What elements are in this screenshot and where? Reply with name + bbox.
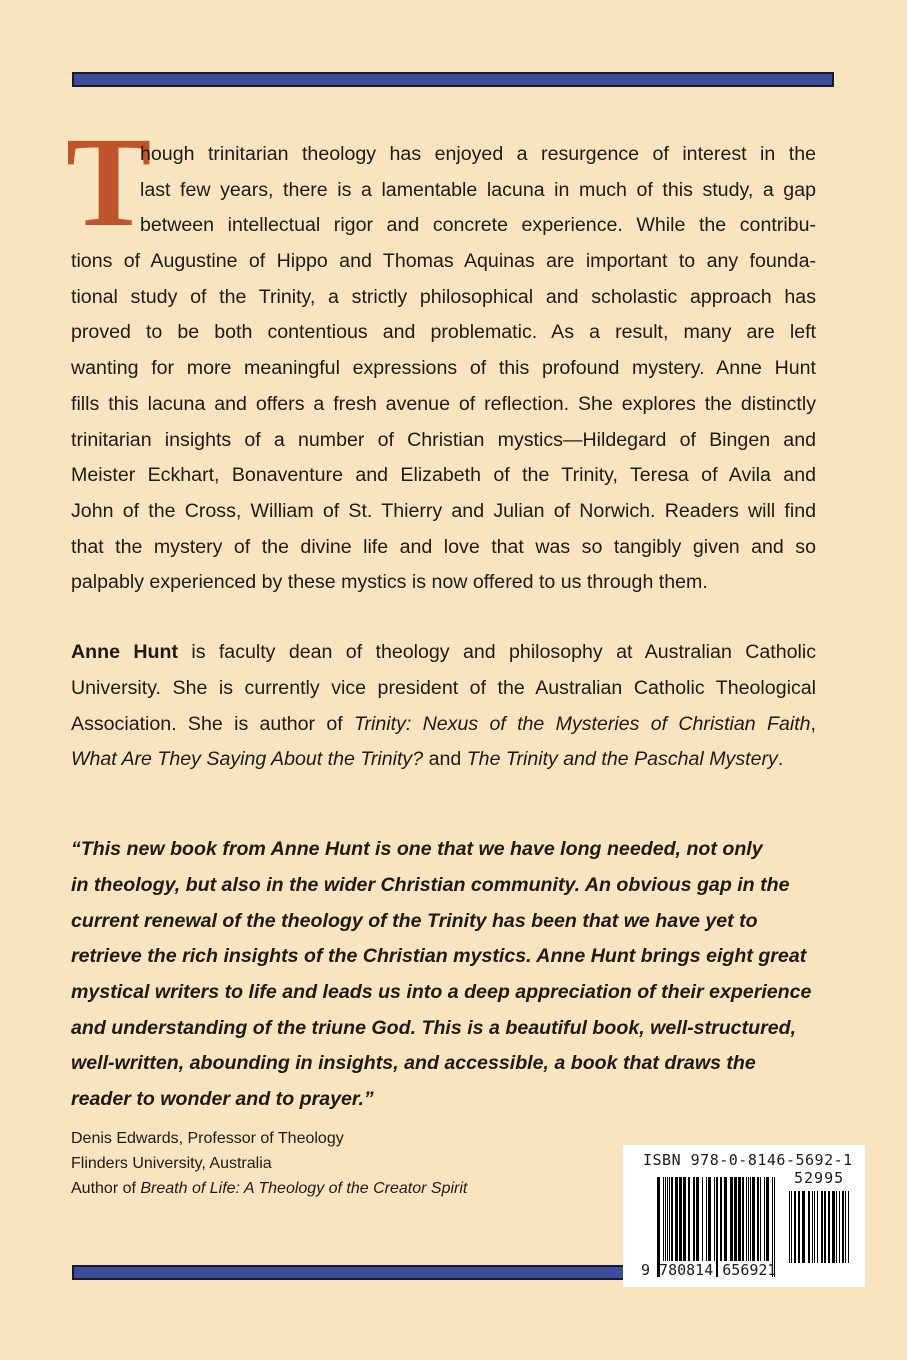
barcode-bar (821, 1191, 823, 1263)
isbn-barcode (623, 1145, 865, 1287)
bio-text: , (810, 713, 816, 735)
quote-line: retrieve the rich insights of the Christian mystics. Anne Hunt brings eight great (71, 945, 807, 967)
barcode-bar (714, 1177, 715, 1261)
barcode-bar (708, 1177, 711, 1261)
barcode-bar (794, 1191, 796, 1263)
barcode-bar (824, 1191, 826, 1263)
author-name: Anne Hunt (71, 641, 178, 663)
drop-cap: T (66, 111, 152, 253)
barcode-bar (696, 1177, 699, 1261)
barcode-bar (757, 1177, 759, 1261)
barcode-bar (848, 1191, 849, 1263)
ean-digits: 9 780814 656921 (641, 1261, 777, 1279)
book-title: Breath of Life: A Theology of the Creator Spirit (140, 1180, 468, 1197)
price-barcode-bars (789, 1191, 851, 1263)
barcode-bar (748, 1177, 749, 1261)
top-decorative-rule (72, 72, 834, 87)
description-line: palpably experienced by these mystics is now offered to us through them. (71, 571, 708, 593)
barcode-bar (791, 1191, 792, 1263)
barcode-bar (746, 1177, 747, 1261)
book-title: What Are They Saying About the Trinity? (71, 748, 424, 770)
attribution-text: Author of (71, 1180, 141, 1197)
barcode-bar (669, 1177, 670, 1261)
barcode-bar (663, 1177, 664, 1261)
quote-line: well-written, abounding in insights, and accessible, a book that draws the (71, 1052, 756, 1074)
description-line: last few years, there is a lamentable lacuna in much of this study, a gap (140, 179, 816, 201)
barcode-bar (817, 1191, 818, 1263)
barcode-bar (720, 1177, 722, 1261)
barcode-bar (667, 1177, 668, 1261)
quote-line: mystical writers to life and leads us into a deep appreciation of their experience (71, 981, 812, 1003)
barcode-bar (734, 1177, 737, 1261)
barcode-bar (760, 1177, 761, 1261)
book-title: Trinity: Nexus of the Mysteries of Christian Faith (354, 713, 811, 735)
description-line: fills this lacuna and offers a fresh avenue of reflection. She explores the distinctly (71, 393, 816, 415)
barcode-bar (675, 1177, 678, 1261)
barcode-bar (814, 1191, 815, 1263)
barcode-bar (706, 1177, 707, 1261)
description-line: proved to be both contentious and problematic. As a result, many are left (71, 321, 816, 343)
barcode-bar (730, 1177, 733, 1261)
quote-line: current renewal of the theology of the Trinity has been that we have yet to (71, 910, 758, 932)
barcode-bar (836, 1191, 837, 1263)
barcode-bar (789, 1191, 790, 1263)
quote-line: reader to wonder and to prayer.” (71, 1088, 374, 1110)
quote-line: “This new book from Anne Hunt is one that we have long needed, not only (71, 838, 763, 860)
description-line: tions of Augustine of Hippo and Thomas Aquinas are important to any founda- (71, 250, 816, 272)
barcode-bar (665, 1177, 666, 1261)
barcode-bar (828, 1191, 830, 1263)
bio-text: . (777, 748, 784, 770)
bio-text: is faculty dean of theology and philosophy at Australian Catholic (177, 641, 816, 663)
barcode-bar (764, 1177, 765, 1261)
barcode-bar (808, 1191, 810, 1263)
description-line: that the mystery of the divine life and love that was so tangibly given and so (71, 536, 816, 558)
barcode-bar (724, 1177, 727, 1261)
bio-line: University. She is currently vice president of the Australian Catholic Theological (71, 677, 816, 699)
barcode-bar (812, 1191, 813, 1263)
price-code: 52995 (794, 1169, 845, 1187)
barcode-bar (683, 1177, 686, 1261)
attribution-line: Denis Edwards, Professor of Theology (71, 1130, 344, 1147)
description-line: between intellectual rigor and concrete experience. While the contribu- (140, 214, 816, 236)
description-line: tional study of the Trinity, a strictly philosophical and scholastic approach has (71, 286, 816, 308)
description-line: trinitarian insights of a number of Christian mystics—Hildegard of Bingen and (71, 429, 816, 451)
barcode-bar (738, 1177, 741, 1261)
bio-line (71, 641, 816, 664)
bio-text: and (423, 748, 467, 770)
barcode-bar (802, 1191, 805, 1263)
barcode-bar (798, 1191, 800, 1263)
barcode-bar (766, 1177, 769, 1261)
barcode-bar (693, 1177, 695, 1261)
barcode-bar (832, 1191, 835, 1263)
barcode-bar (671, 1177, 673, 1261)
barcode-bar (839, 1191, 840, 1263)
description-line: hough trinitarian theology has enjoyed a resurgence of interest in the (140, 143, 816, 165)
barcode-bar (842, 1191, 844, 1263)
barcode-bar (750, 1177, 751, 1261)
barcode-bar (688, 1177, 690, 1261)
quote-line: and understanding of the triune God. This is a beautiful book, well-structured, (71, 1017, 797, 1039)
isbn-number: ISBN 978-0-8146-5692-1 (643, 1151, 853, 1169)
bio-line (71, 748, 816, 771)
description-line: Meister Eckhart, Bonaventure and Elizabeth of the Trinity, Teresa of Avila and (71, 464, 816, 486)
bio-text: Association. She is author of (71, 713, 355, 735)
attribution-line (71, 1180, 467, 1198)
barcode-bar (702, 1177, 703, 1261)
description-line: wanting for more meaningful expressions of this profound mystery. Anne Hunt (71, 357, 816, 379)
barcode-bar (845, 1191, 846, 1263)
bio-line (71, 713, 816, 736)
bottom-decorative-rule (72, 1265, 676, 1280)
quote-line: in theology, but also in the wider Christian community. An obvious gap in the (71, 874, 790, 896)
barcode-bar (742, 1177, 744, 1261)
attribution-line: Flinders University, Australia (71, 1155, 272, 1172)
book-title: The Trinity and the Paschal Mystery (466, 748, 778, 770)
barcode-bar (752, 1177, 755, 1261)
barcode-bar (679, 1177, 682, 1261)
description-line: John of the Cross, William of St. Thierry and Julian of Norwich. Readers will find (71, 500, 816, 522)
